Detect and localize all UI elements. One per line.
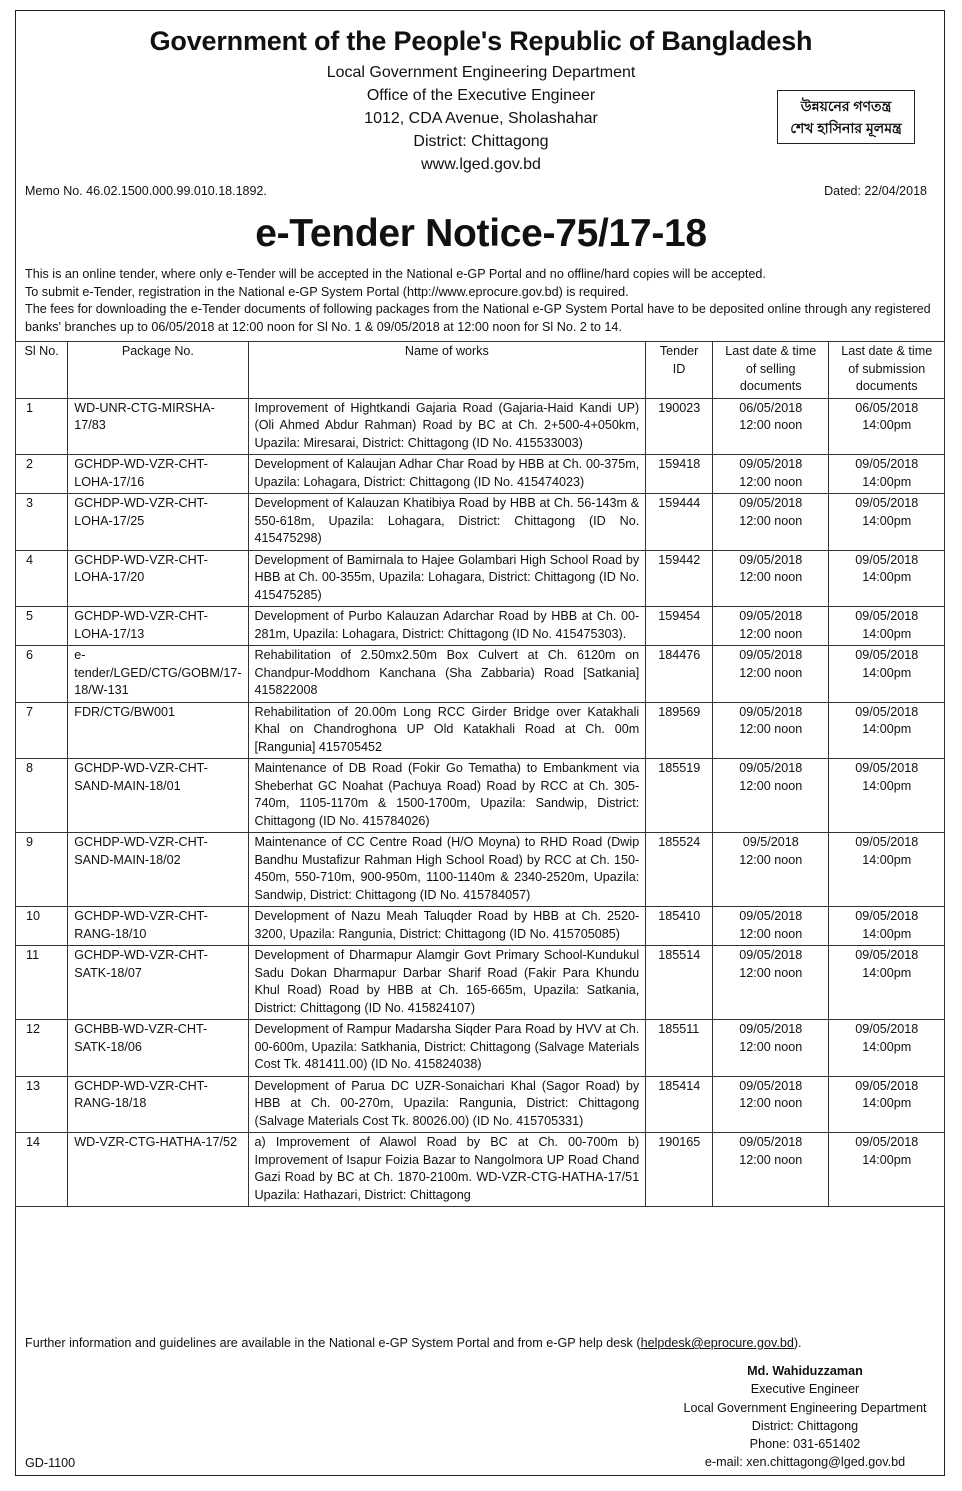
table-row: [16, 550, 945, 607]
cell-tender-id: 185414: [646, 1076, 713, 1133]
cell-submission-deadline: [829, 759, 945, 833]
cell-sl: 7: [16, 702, 68, 759]
cell-submission-deadline: [829, 1020, 945, 1077]
cell-sl: 11: [16, 946, 68, 1020]
cell-package: FDR/CTG/BW001: [68, 702, 248, 759]
submission-time: 14:00pm: [862, 626, 912, 641]
header-tender-id: Tender ID: [646, 342, 713, 399]
cell-submission-deadline: [829, 702, 945, 759]
cell-name-of-works: Maintenance of DB Road (Fokir Go Tematha) to Embankment via Sheberhat GC Noahat (Pachuya Road) Road by RCC at Ch. 305-740m, 1105-1170m & 1500-1700m, Upazila: Sandwip, District: Chittagong (ID No. 415784026): [248, 759, 646, 833]
selling-date: 09/05/2018: [739, 648, 803, 662]
cell-submission-deadline: [829, 833, 945, 907]
selling-time: 12:00 noon: [739, 926, 803, 941]
cell-tender-id: 185410: [646, 907, 713, 946]
cell-tender-id: 184476: [646, 646, 713, 703]
cell-sl: 8: [16, 759, 68, 833]
cell-submission-deadline: [829, 455, 945, 494]
selling-time: 12:00 noon: [739, 1096, 803, 1110]
cell-sl: 2: [16, 455, 68, 494]
cell-sl: 9: [16, 833, 68, 907]
cell-selling-deadline: [712, 907, 828, 946]
header-submission: Last date & time of submission documents: [829, 342, 945, 399]
selling-date: 09/05/2018: [739, 1022, 803, 1036]
header-package: Package No.: [68, 342, 248, 399]
cell-sl: 10: [16, 907, 68, 946]
submission-time: 14:00pm: [862, 852, 912, 867]
cell-selling-deadline: [712, 607, 828, 646]
cell-name-of-works: a) Improvement of Alawol Road by BC at Ch. 00-700m b) Improvement of Isapur Foizia Bazar to Nangolmora UP Road Chand Gazi Road by BC at Ch. 1870-2100m. WD-VZR-CTG-HATHA-17/51 Upazila: Hathazari, District: Chittagong: [248, 1133, 646, 1207]
further-info-suffix: ).: [793, 1336, 802, 1350]
selling-time: 12:00 noon: [739, 852, 803, 867]
cell-name-of-works: Development of Kalauzan Khatibiya Road by HBB at Ch. 56-143m & 550-618m, Upazila: Lohagara, District: Chittagong (ID No. 415475298): [248, 494, 646, 551]
slogan-box: [777, 90, 915, 144]
cell-tender-id: 159454: [646, 607, 713, 646]
cell-submission-deadline: [829, 398, 945, 455]
gd-number: GD-1100: [25, 1456, 76, 1470]
selling-date: 09/05/2018: [739, 457, 803, 471]
submission-time: 14:00pm: [862, 722, 912, 736]
cell-selling-deadline: [712, 1020, 828, 1077]
cell-tender-id: 159444: [646, 494, 713, 551]
signatory-department: Local Government Engineering Department: [683, 1400, 927, 1415]
signatory-email[interactable]: e-mail: xen.chittagong@lged.gov.bd: [704, 1455, 906, 1470]
selling-time: 12:00 noon: [739, 626, 803, 641]
cell-submission-deadline: [829, 946, 945, 1020]
signatory-district: District: Chittagong: [751, 1418, 859, 1433]
submission-time: 14:00pm: [862, 1039, 912, 1054]
selling-time: 12:00 noon: [739, 722, 803, 736]
table-row: [16, 946, 945, 1020]
intro-paragraph: The fees for downloading the e-Tender documents of following packages from the National e-GP System Portal have to be deposited online through any registered banks' branches up to 06/05/2018 at 12:00 noon for Sl No. 1 & 09/05/2018 at 12:00 noon for Sl No. 2 to 14.: [25, 302, 931, 334]
submission-date: 09/05/2018: [855, 1022, 919, 1036]
selling-time: 12:00 noon: [739, 1152, 803, 1167]
submission-date: 09/05/2018: [855, 648, 919, 662]
office-name: Office of the Executive Engineer: [366, 87, 596, 104]
submission-time: 14:00pm: [862, 418, 912, 432]
cell-package: e-tender/LGED/CTG/GOBM/17-18/W-131: [68, 646, 248, 703]
cell-name-of-works: Maintenance of CC Centre Road (H/O Moyna) to RHD Road (Dwip Bandhu Mustafizur Rahman High School Road) by RCC at Ch. 150-450m, 550-710m, 900-950m, 1100-1140m & 2340-2520m, Upazila: Sandwip, District: Chittagong (ID No. 415784057): [248, 833, 646, 907]
cell-tender-id: 185519: [646, 759, 713, 833]
cell-submission-deadline: [829, 494, 945, 551]
submission-date: 09/05/2018: [855, 909, 919, 923]
cell-selling-deadline: [712, 759, 828, 833]
intro-paragraph: This is an online tender, where only e-Tender will be accepted in the National e-GP Portal and no offline/hard copies will be accepted.: [25, 267, 766, 281]
table-row: [16, 455, 945, 494]
signatory-name: Md. Wahiduzzaman: [747, 1364, 863, 1378]
submission-time: 14:00pm: [862, 474, 912, 489]
submission-date: 09/05/2018: [855, 609, 919, 623]
intro-text: [25, 266, 945, 336]
submission-date: 09/05/2018: [855, 835, 919, 849]
department-name: Local Government Engineering Department: [326, 64, 636, 81]
cell-sl: 13: [16, 1076, 68, 1133]
cell-name-of-works: Rehabilitation of 20.00m Long RCC Girder Bridge over Katakhali Khal on Chandroghona UP Old Katakhali Road at Ch. 00m [Rangunia] 415705452: [248, 702, 646, 759]
table-row: [16, 607, 945, 646]
table-row: [16, 833, 945, 907]
selling-time: 12:00 noon: [739, 778, 803, 793]
cell-sl: 5: [16, 607, 68, 646]
submission-time: 14:00pm: [862, 926, 912, 941]
selling-time: 12:00 noon: [739, 1039, 803, 1054]
selling-date: 09/05/2018: [739, 1078, 803, 1093]
selling-date: 09/05/2018: [739, 1135, 803, 1149]
cell-tender-id: 159418: [646, 455, 713, 494]
table-row: [16, 1133, 945, 1207]
cell-name-of-works: Development of Dharmapur Alamgir Govt Primary School-Kundukul Sadu Dokan Dharmapur Darbar Sharif Road (Fakir Para Khundu Khul Road) Road by HBB at Ch. 165-665m, Upazila: Satkania, District: Chittagong (ID No. 415824107): [248, 946, 646, 1020]
selling-date: 09/05/2018: [739, 948, 803, 962]
cell-name-of-works: Development of Nazu Meah Taluqder Road by HBB at Ch. 2520-3200, Upazila: Rangunia, District: Chittagong (ID No. 415705085): [248, 907, 646, 946]
table-row: [16, 907, 945, 946]
submission-date: 09/05/2018: [855, 948, 919, 962]
memo-number: Memo No. 46.02.1500.000.99.010.18.1892.: [25, 184, 267, 198]
further-info-text: Further information and guidelines are available in the National e-GP System Portal and from e-GP help desk (: [25, 1336, 641, 1350]
cell-sl: 14: [16, 1133, 68, 1207]
cell-sl: 1: [16, 398, 68, 455]
header-name: Name of works: [248, 342, 646, 399]
cell-selling-deadline: [712, 1133, 828, 1207]
tender-table: [15, 341, 945, 1207]
signature-block: [640, 1362, 962, 1472]
table-row: [16, 494, 945, 551]
cell-package: WD-UNR-CTG-MIRSHA-17/83: [68, 398, 248, 455]
submission-time: 14:00pm: [862, 965, 912, 980]
table-row: [16, 1076, 945, 1133]
cell-submission-deadline: [829, 550, 945, 607]
selling-date: 09/05/2018: [739, 609, 803, 623]
cell-selling-deadline: [712, 702, 828, 759]
cell-submission-deadline: [829, 646, 945, 703]
cell-name-of-works: Improvement of Hightkandi Gajaria Road (Gajaria-Haid Kandi UP) (Oli Ahmed Abdur Rahman) Road by BC at Ch. 2+500-4+050km, Upazila: Miresarai, District: Chittagong (ID No. 415533003): [248, 398, 646, 455]
selling-time: 12:00 noon: [739, 513, 803, 528]
table-row: [16, 1020, 945, 1077]
submission-date: 09/05/2018: [855, 1135, 919, 1149]
selling-date: 06/05/2018: [739, 400, 803, 415]
cell-tender-id: 189569: [646, 702, 713, 759]
selling-time: 12:00 noon: [739, 665, 803, 680]
selling-time: 12:00 noon: [739, 418, 803, 432]
cell-name-of-works: Development of Bamirnala to Hajee Golambari High School Road by HBB at Ch. 00-355m, Upazila: Lohagara, District: Chittagong (ID No. 415475285): [248, 550, 646, 607]
table-header-row: [16, 342, 945, 399]
cell-name-of-works: Development of Kalaujan Adhar Char Road by HBB at Ch. 00-375m, Upazila: Lohagara, District: Chittagong (ID No. 415474023): [248, 455, 646, 494]
selling-time: 12:00 noon: [739, 474, 803, 489]
office-address: 1012, CDA Avenue, Sholashahar: [364, 110, 598, 127]
website[interactable]: www.lged.gov.bd: [421, 156, 541, 173]
selling-date: 09/05/2018: [739, 552, 803, 567]
cell-selling-deadline: [712, 455, 828, 494]
signatory-phone: Phone: 031-651402: [749, 1437, 861, 1452]
selling-date: 09/05/2018: [739, 704, 803, 719]
cell-selling-deadline: [712, 946, 828, 1020]
cell-sl: 6: [16, 646, 68, 703]
cell-sl: 12: [16, 1020, 68, 1077]
cell-name-of-works: Development of Purbo Kalauzan Adarchar Road by HBB at Ch. 00-281m, Upazila: Lohagara, District: Chittagong (ID No. 415475303).: [248, 607, 646, 646]
slogan-line-2: শেখ হাসিনার মূলমন্ত্র: [790, 120, 902, 136]
selling-date: 09/05/2018: [739, 909, 803, 923]
cell-selling-deadline: [712, 646, 828, 703]
submission-date: 09/05/2018: [855, 704, 919, 719]
cell-submission-deadline: [829, 607, 945, 646]
notice-date: Dated: 22/04/2018: [824, 184, 927, 198]
submission-date: 09/05/2018: [855, 496, 919, 510]
table-row: [16, 759, 945, 833]
table-row: [16, 398, 945, 455]
cell-package: GCHBB-WD-VZR-CHT-SATK-18/06: [68, 1020, 248, 1077]
cell-name-of-works: Development of Parua DC UZR-Sonaichari Khal (Sagor Road) by HBB at Ch. 00-270m, Upazila: Rangunia, District: Chittagong (Salvage Materials Cost Tk. 80026.00) (ID No. 415705331): [248, 1076, 646, 1133]
cell-name-of-works: Rehabilitation of 2.50mx2.50m Box Culvert at Ch. 6120m on Chandpur-Moddhom Kanchana (Sha Zabbaria) Road [Satkania] 415822008: [248, 646, 646, 703]
cell-package: WD-VZR-CTG-HATHA-17/52: [68, 1133, 248, 1207]
cell-tender-id: 185514: [646, 946, 713, 1020]
submission-date: 06/05/2018: [855, 400, 919, 415]
cell-submission-deadline: [829, 907, 945, 946]
cell-submission-deadline: [829, 1076, 945, 1133]
cell-tender-id: 159442: [646, 550, 713, 607]
submission-date: 09/05/2018: [855, 1078, 919, 1093]
cell-selling-deadline: [712, 833, 828, 907]
cell-sl: 4: [16, 550, 68, 607]
office-district: District: Chittagong: [413, 133, 549, 150]
header-selling: Last date & time of selling documents: [712, 342, 828, 399]
submission-time: 14:00pm: [862, 665, 912, 680]
cell-selling-deadline: [712, 494, 828, 551]
submission-time: 14:00pm: [862, 1096, 912, 1110]
cell-selling-deadline: [712, 1076, 828, 1133]
government-title: Government of the People's Republic of Bangladesh: [149, 26, 813, 56]
submission-time: 14:00pm: [862, 778, 912, 793]
header-sl: Sl No.: [16, 342, 68, 399]
table-row: [16, 646, 945, 703]
submission-date: 09/05/2018: [855, 457, 919, 471]
selling-date: 09/05/2018: [739, 496, 803, 510]
cell-tender-id: 185524: [646, 833, 713, 907]
cell-package: GCHDP-WD-VZR-CHT-LOHA-17/20: [68, 550, 248, 607]
signatory-designation: Executive Engineer: [750, 1382, 860, 1397]
cell-package: GCHDP-WD-VZR-CHT-SAND-MAIN-18/01: [68, 759, 248, 833]
cell-submission-deadline: [829, 1133, 945, 1207]
cell-selling-deadline: [712, 550, 828, 607]
cell-tender-id: 190023: [646, 398, 713, 455]
cell-package: GCHDP-WD-VZR-CHT-LOHA-17/13: [68, 607, 248, 646]
intro-paragraph: To submit e-Tender, registration in the National e-GP System Portal (http://www.eprocure.gov.bd) is required.: [25, 284, 629, 299]
selling-time: 12:00 noon: [739, 965, 803, 980]
helpdesk-email-link[interactable]: helpdesk@eprocure.gov.bd: [640, 1336, 794, 1350]
cell-package: GCHDP-WD-VZR-CHT-SATK-18/07: [68, 946, 248, 1020]
cell-package: GCHDP-WD-VZR-CHT-RANG-18/10: [68, 907, 248, 946]
submission-time: 14:00pm: [862, 1152, 912, 1167]
cell-package: GCHDP-WD-VZR-CHT-SAND-MAIN-18/02: [68, 833, 248, 907]
cell-name-of-works: Development of Rampur Madarsha Siqder Para Road by HVV at Ch. 00-600m, Upazila: Satkhania, District: Chittagong (Salvage Materials Cost Tk. 481411.00) (ID No. 415824038): [248, 1020, 646, 1077]
slogan-line-1: উন্নয়নের গণতন্ত্র: [800, 98, 892, 114]
cell-package: GCHDP-WD-VZR-CHT-LOHA-17/16: [68, 455, 248, 494]
submission-time: 14:00pm: [862, 513, 912, 528]
cell-tender-id: 190165: [646, 1133, 713, 1207]
submission-date: 09/05/2018: [855, 552, 919, 567]
submission-time: 14:00pm: [862, 570, 912, 584]
selling-time: 12:00 noon: [739, 570, 803, 584]
submission-date: 09/05/2018: [855, 761, 919, 775]
selling-date: 09/5/2018: [742, 835, 799, 849]
selling-date: 09/05/2018: [739, 761, 803, 775]
cell-selling-deadline: [712, 398, 828, 455]
table-row: [16, 702, 945, 759]
cell-sl: 3: [16, 494, 68, 551]
notice-title: e-Tender Notice-75/17-18: [255, 212, 707, 255]
cell-package: GCHDP-WD-VZR-CHT-RANG-18/18: [68, 1076, 248, 1133]
cell-package: GCHDP-WD-VZR-CHT-LOHA-17/25: [68, 494, 248, 551]
cell-tender-id: 185511: [646, 1020, 713, 1077]
further-info: [25, 1336, 802, 1350]
